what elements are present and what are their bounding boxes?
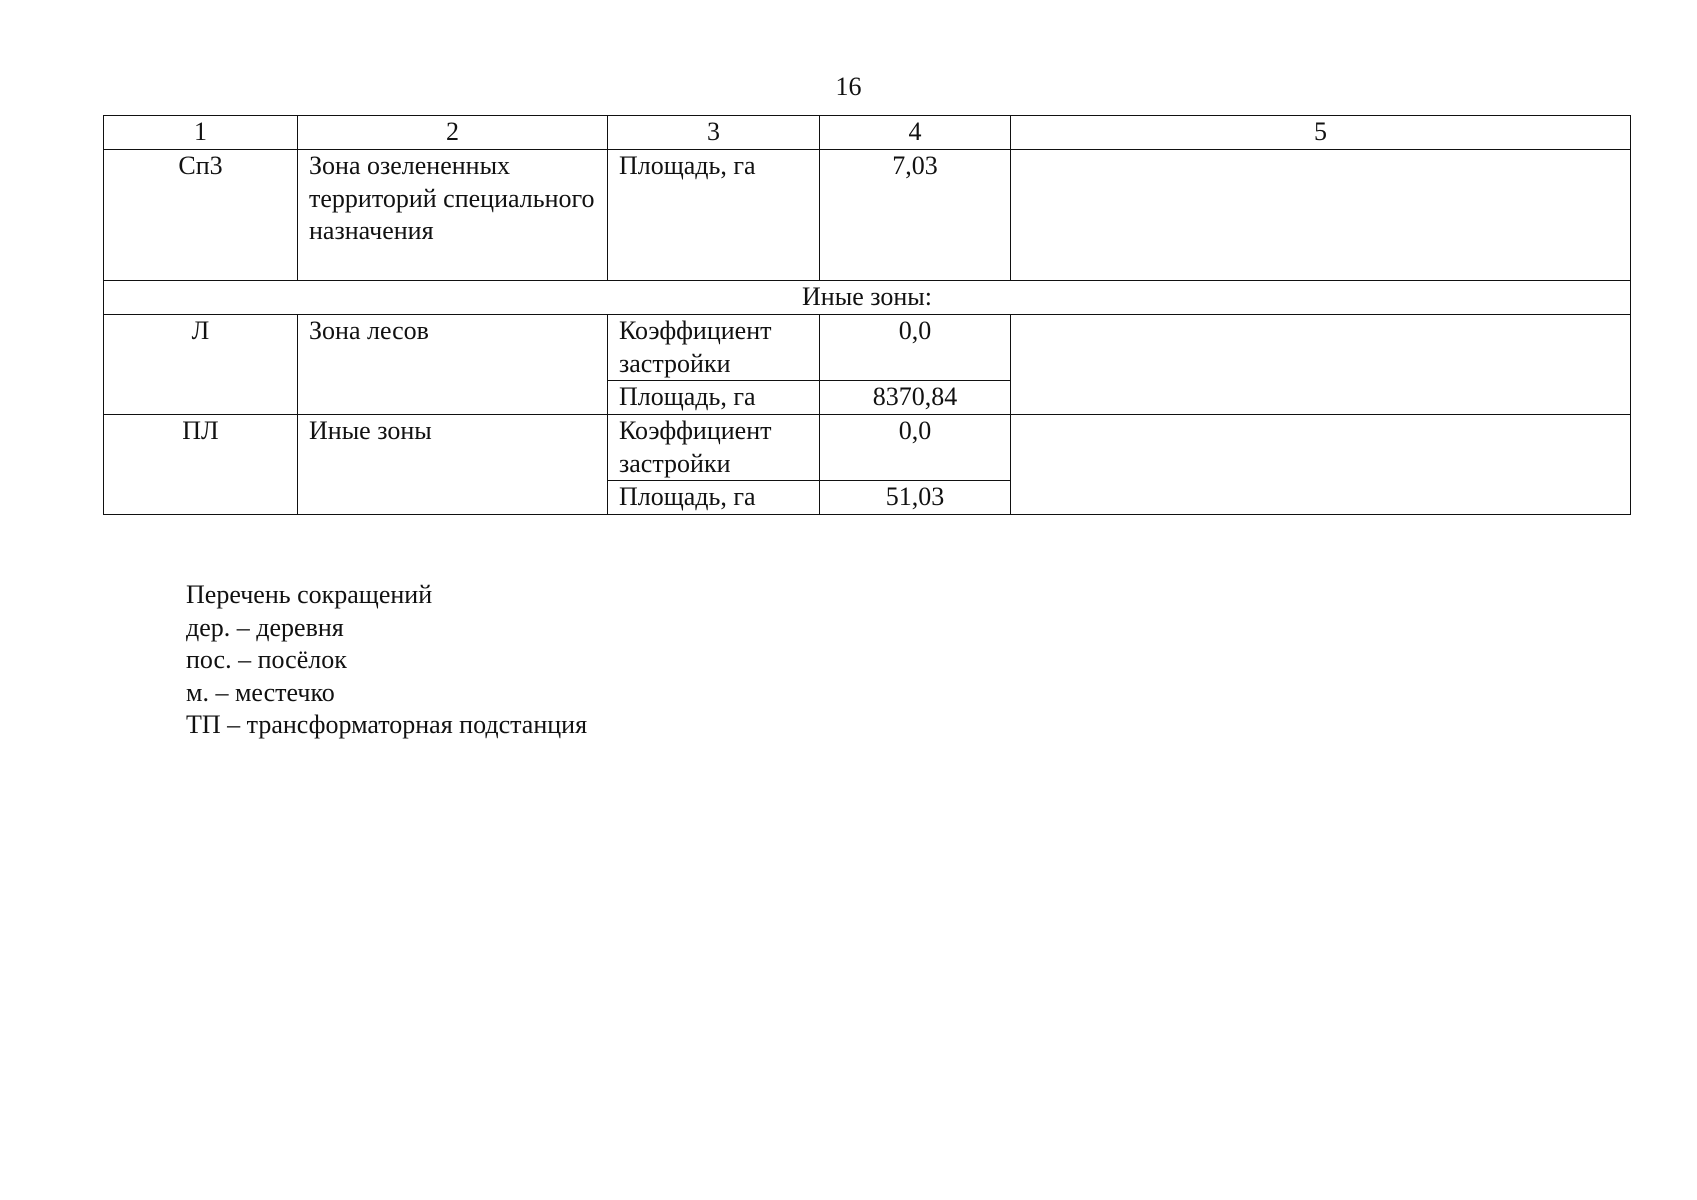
zone-value: 51,03 [820,481,1011,515]
zone-parameter: Площадь, га [608,150,820,281]
zone-value: 8370,84 [820,381,1011,415]
zone-value: 0,0 [820,415,1011,481]
section-label: Иные зоны: [104,281,1631,315]
header-col-3: 3 [608,116,820,150]
page-number: 16 [835,72,862,101]
abbreviation-item: ТП – трансформаторная подстанция [186,710,588,740]
table-row [104,415,1631,481]
zone-value: 7,03 [820,150,1011,281]
abbreviation-item: м. – местечко [186,677,335,707]
zone-parameter: Коэффициент застройки [608,315,820,381]
zone-code: Л [104,315,298,415]
table-row [104,315,1631,381]
zones-table [103,115,1631,515]
zone-parameter: Коэффициент застройки [608,415,820,481]
zone-code: ПЛ [104,415,298,515]
abbreviation-item: пос. – посёлок [186,645,347,675]
zone-name: Иные зоны [298,415,608,515]
header-col-5: 5 [1011,116,1631,150]
abbreviations-list [186,579,587,742]
section-row [104,281,1631,315]
zone-value: 0,0 [820,315,1011,381]
abbreviation-item: дер. – деревня [186,612,344,642]
table-header-row [104,116,1631,150]
header-col-4: 4 [820,116,1011,150]
zone-parameter: Площадь, га [608,381,820,415]
zone-name: Зона лесов [298,315,608,415]
table-row [104,150,1631,281]
zone-note [1011,315,1631,415]
zone-note [1011,150,1631,281]
zone-note [1011,415,1631,515]
abbreviations-title: Перечень сокращений [186,580,433,609]
header-col-2: 2 [298,116,608,150]
zone-code: Сп3 [104,150,298,281]
zone-parameter: Площадь, га [608,481,820,515]
header-col-1: 1 [104,116,298,150]
zone-name: Зона озелененных территорий специального назначения [298,150,608,281]
